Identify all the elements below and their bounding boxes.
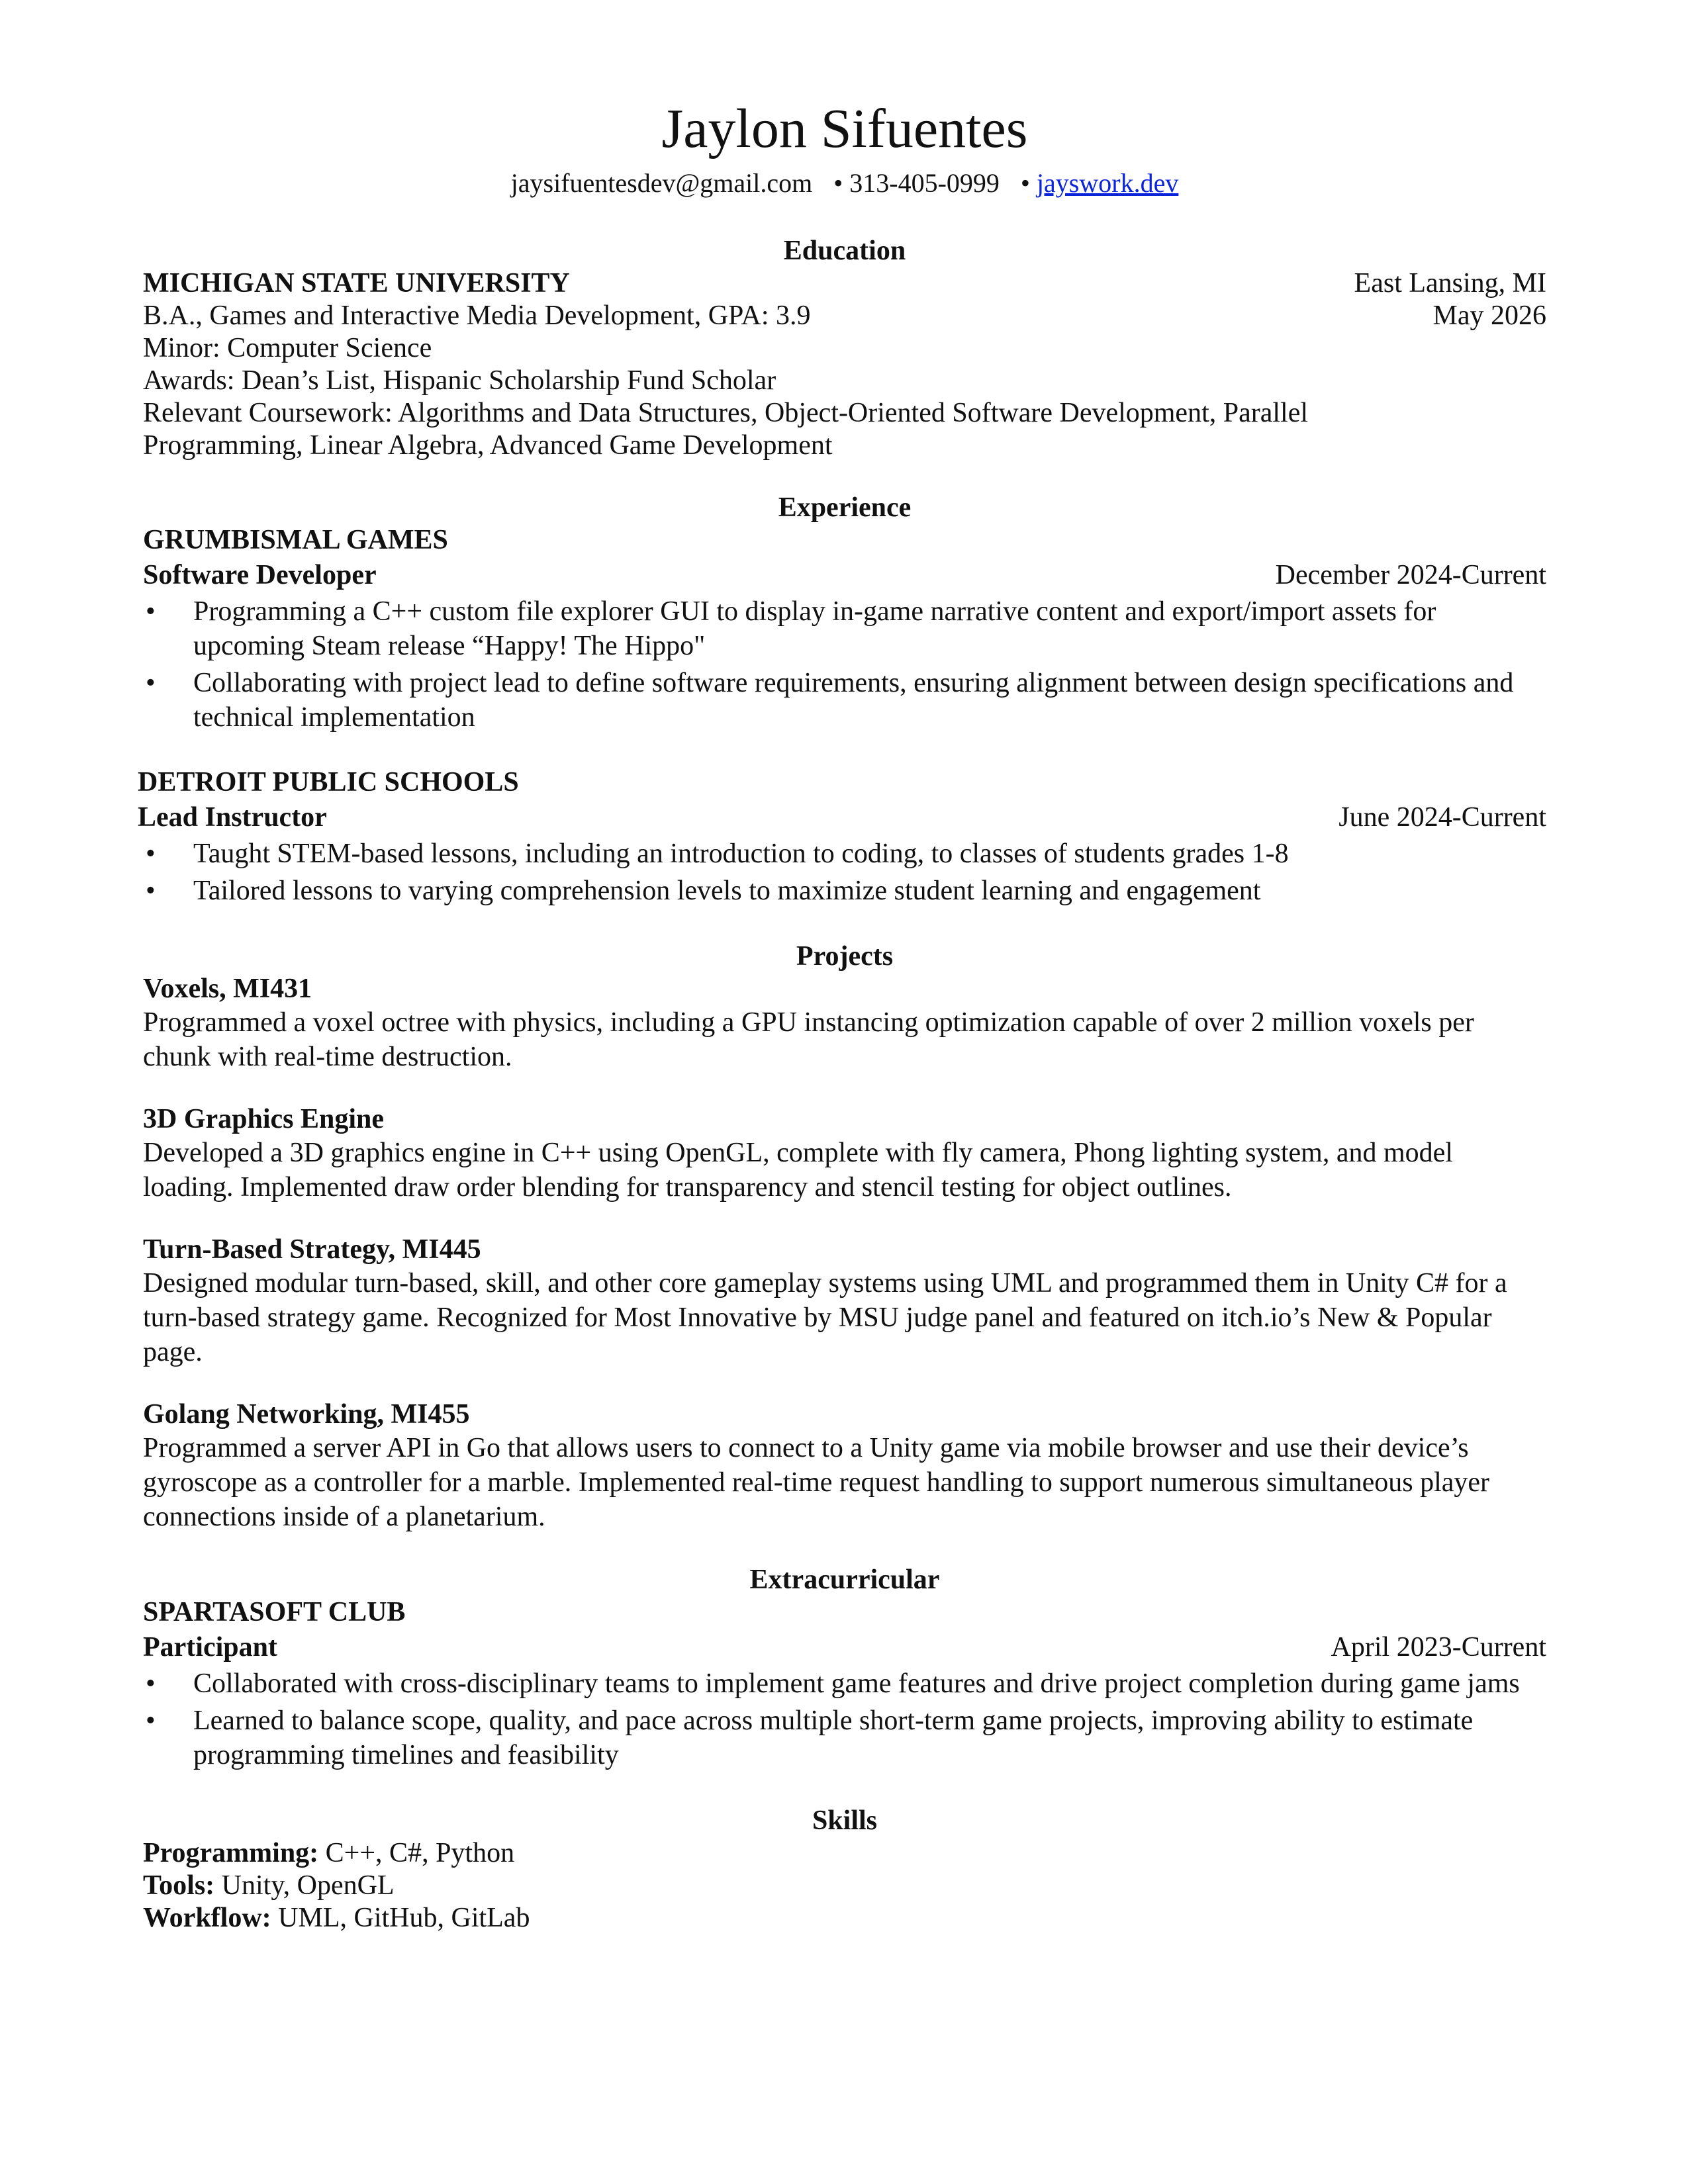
project-entry [143,973,1546,1074]
section-title-education: Education [783,236,906,266]
section-title-projects: Projects [796,941,894,972]
bullet-text: Tailored lessons to varying comprehension levels to maximize student learning and engagement [193,876,1261,906]
job-role-row [143,559,1546,592]
degree-text: B.A., Games and Interactive Media Development, GPA: 3.9 [143,300,811,331]
org-bullets [143,1666,1546,1772]
org-date: April 2023-Current [1331,1632,1546,1662]
project-description: Developed a 3D graphics engine in C++ using OpenGL, complete with fly camera, Phong lighting system, and model loading. Implemented draw order blending for transparency and stencil testing for object outlines. [143,1138,1453,1203]
bullet-text: Collaborating with project lead to define software requirements, ensuring alignment between design specifications and technical implementation [193,668,1514,733]
list-item [143,874,1546,908]
coursework-text: Relevant Coursework: Algorithms and Data Structures, Object-Oriented Software Development, Parallel [143,398,1309,428]
school-location: East Lansing, MI [1354,268,1546,298]
job-role-row [138,801,1546,834]
list-item [143,837,1546,871]
skill-row [143,1870,1546,1902]
candidate-name: Jaylon Sifuentes [661,98,1028,159]
education-school-row [143,267,1546,300]
bullet-icon: • [146,596,156,627]
company-name: GRUMBISMAL GAMES [143,525,448,555]
contact-line [143,165,1546,201]
skill-value: UML, GitHub, GitLab [278,1903,530,1933]
awards-text: Awards: Dean’s List, Hispanic Scholarship Fund Scholar [143,365,776,396]
website-link[interactable]: jayswork.dev [1036,168,1179,198]
project-name: Golang Networking, MI455 [143,1399,470,1430]
graduation-date: May 2026 [1432,300,1546,331]
education-degree-row [143,300,1546,332]
job-date: December 2024-Current [1275,560,1546,590]
project-description: Designed modular turn-based, skill, and other core gameplay systems using UML and programmed them in Unity C# for a turn-based strategy game. Recognized for Most Innovative by MSU judge panel and featured on itch.io’s New & Popular page. [143,1268,1507,1367]
job-role: Software Developer [143,560,377,590]
project-name: Voxels, MI431 [143,974,312,1004]
project-entry [143,1234,1546,1369]
org-role: Participant [143,1632,277,1662]
bullet-icon: • [146,668,156,698]
project-name: 3D Graphics Engine [143,1104,385,1134]
project-name: Turn-Based Strategy, MI445 [143,1234,481,1265]
experience-entry [138,766,1546,908]
org-name: SPARTASOFT CLUB [143,1597,406,1627]
job-bullets [143,837,1546,908]
minor-text: Minor: Computer Science [143,333,432,363]
school-name: MICHIGAN STATE UNIVERSITY [143,268,570,298]
contact-separator: • [1020,168,1030,198]
bullet-icon: • [146,1706,156,1736]
phone-text: 313-405-0999 [849,168,1000,198]
list-item [143,1666,1546,1701]
skill-value: C++, C#, Python [325,1838,515,1868]
skill-label: Programming: [143,1838,319,1868]
resume-page [138,93,1546,1934]
list-item [143,666,1546,735]
bullet-text: Learned to balance scope, quality, and pace across multiple short-term game projects, improving ability to estimate programming timelines and feasibility [193,1706,1474,1770]
skill-label: Workflow: [143,1903,271,1933]
coursework-text: Programming, Linear Algebra, Advanced Game Development [143,430,833,461]
contact-separator: • [833,168,843,198]
bullet-text: Programming a C++ custom file explorer GUI to display in-game narrative content and export/import assets for upcoming Steam release “Happy! The Hippo" [193,596,1436,661]
project-entry [143,1103,1546,1205]
job-date: June 2024-Current [1338,802,1546,833]
org-role-row [143,1631,1546,1664]
skill-label: Tools: [143,1870,215,1901]
bullet-icon: • [146,1668,156,1699]
section-title-extracurricular: Extracurricular [749,1565,940,1595]
company-name: DETROIT PUBLIC SCHOOLS [138,767,519,797]
bullet-icon: • [146,876,156,906]
skill-value: Unity, OpenGL [221,1870,395,1901]
bullet-text: Collaborated with cross-disciplinary teams to implement game features and drive project completion during game jams [193,1668,1520,1699]
project-description: Programmed a server API in Go that allows users to connect to a Unity game via mobile browser and use their device’s gyroscope as a controller for a marble. Implemented real-time request handling to support numerous simultaneous player connections inside of a planetarium. [143,1433,1490,1532]
section-title-experience: Experience [778,492,912,523]
skill-row [143,1837,1546,1870]
list-item [143,1704,1546,1772]
project-entry [143,1398,1546,1534]
section-title-skills: Skills [812,1805,878,1836]
skill-row [143,1902,1546,1934]
list-item [143,594,1546,663]
project-description: Programmed a voxel octree with physics, including a GPU instancing optimization capable of over 2 million voxels per chunk with real-time destruction. [143,1007,1474,1072]
bullet-text: Taught STEM-based lessons, including an introduction to coding, to classes of students grades 1-8 [193,839,1289,869]
email-text: jaysifuentesdev@gmail.com [510,168,813,198]
job-bullets [143,594,1546,735]
job-role: Lead Instructor [138,802,327,833]
bullet-icon: • [146,839,156,869]
experience-entry [143,524,1546,735]
